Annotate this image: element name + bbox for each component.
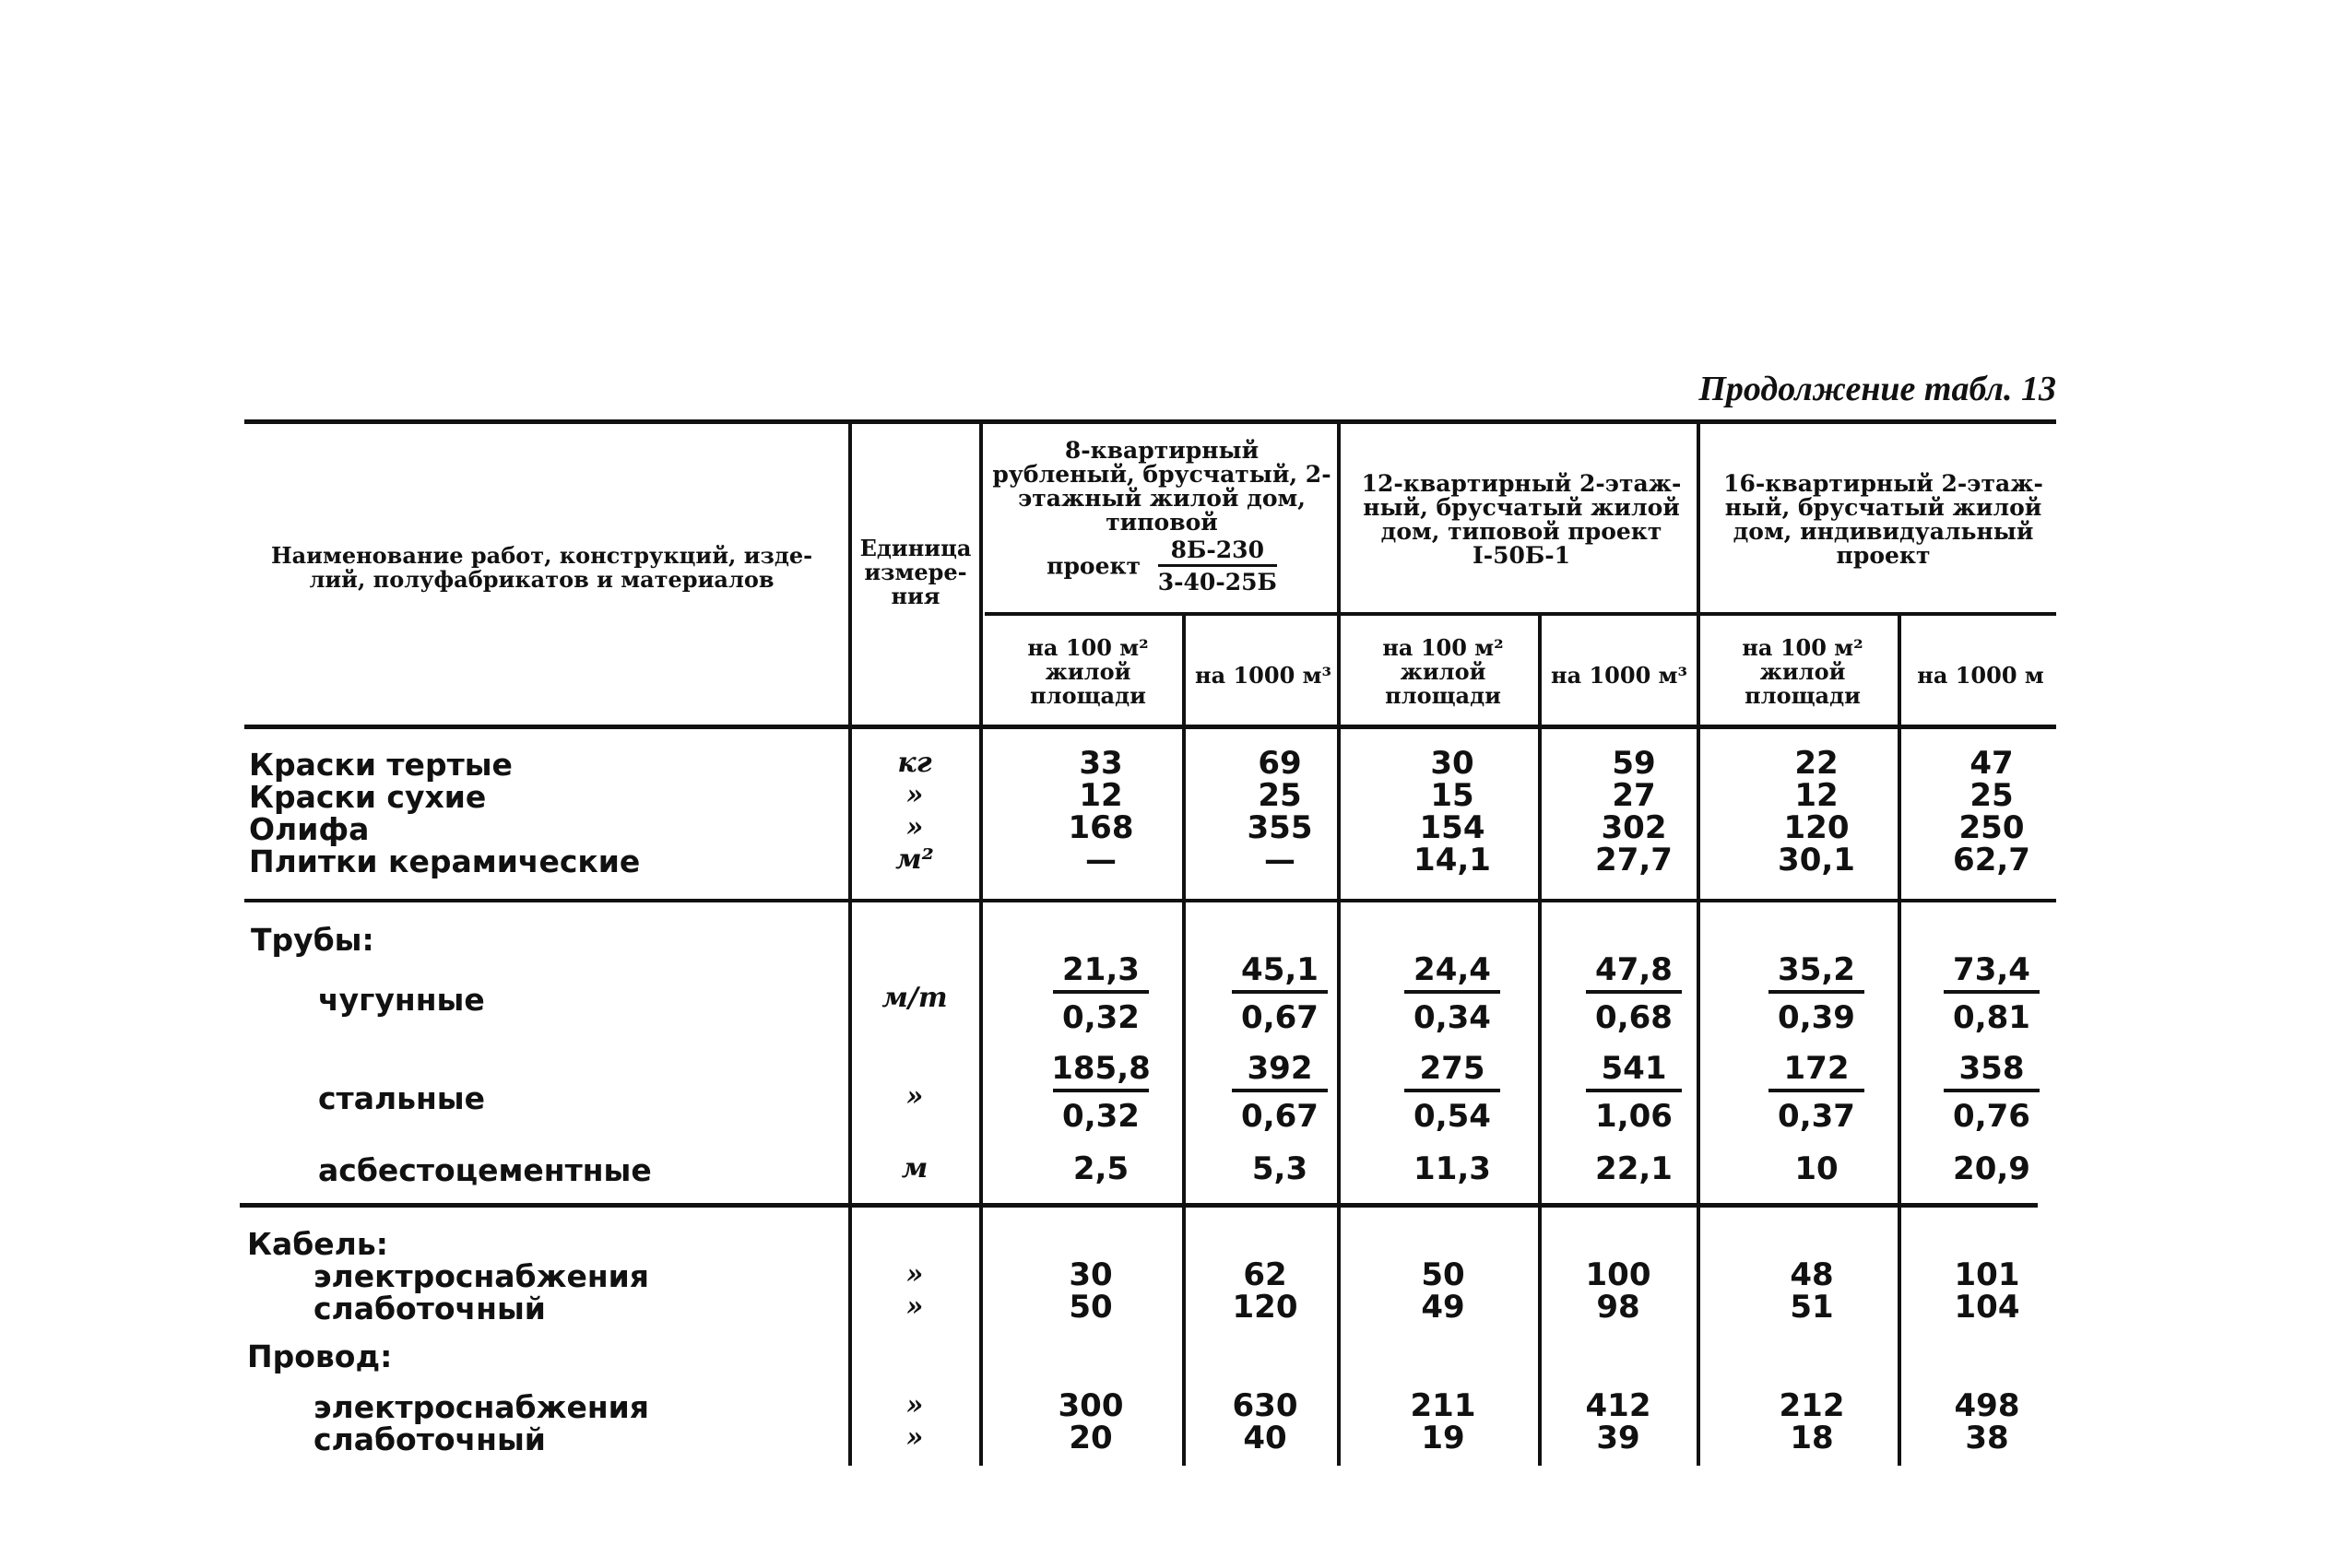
header-group3: 16-квартирный 2-этаж-ный, брусчатый жилой дом, индивидуальный проект	[1723, 470, 2043, 569]
cell: —	[1085, 842, 1117, 878]
col-divider-group1	[979, 424, 983, 1466]
sub-per100-g1: на 100 м² жилой площади	[1027, 634, 1149, 709]
row-label: Краски тертые	[249, 747, 513, 783]
cell: 40	[1243, 1420, 1287, 1456]
fraction-cell	[1922, 949, 2061, 1038]
fraction-numerator: 35,2	[1778, 951, 1855, 988]
header-group1	[991, 439, 1332, 595]
cell: 412	[1585, 1387, 1651, 1424]
row-unit: »	[905, 1421, 924, 1454]
fraction-denominator: 0,37	[1778, 1098, 1855, 1135]
header-group-rule	[985, 612, 2056, 616]
fraction-cell	[1565, 949, 1703, 1038]
fraction-denominator: 0,39	[1778, 999, 1855, 1036]
fraction-denominator: 0,32	[1062, 1098, 1140, 1135]
fraction-denominator: 0,32	[1062, 999, 1140, 1036]
row-unit: »	[905, 1291, 924, 1323]
fraction-cell	[1032, 1048, 1170, 1137]
sub-per1000-g2: на 1000 м³	[1551, 662, 1687, 689]
cell: 38	[1965, 1420, 2009, 1456]
cell: 11,3	[1413, 1150, 1491, 1187]
cell: 18	[1790, 1420, 1834, 1456]
cell: 59	[1612, 745, 1656, 782]
row-label: Олифа	[249, 811, 370, 847]
row-unit: м²	[895, 843, 934, 876]
fraction-numerator: 541	[1601, 1050, 1667, 1087]
fraction-numerator: 172	[1783, 1050, 1850, 1087]
section-title: Трубы:	[251, 922, 374, 958]
fraction-denominator: 0,67	[1241, 999, 1319, 1036]
sub-per1000-g3: на 1000 м	[1917, 662, 2044, 689]
header-group1-text: 8-квартирный рубленый, брусчатый, 2-этажный жилой дом, типовой	[992, 437, 1331, 536]
fraction-numerator: 358	[1958, 1050, 2025, 1087]
fraction-denominator: 0,54	[1413, 1098, 1491, 1135]
row-unit: »	[905, 1389, 924, 1421]
row-unit: »	[905, 1080, 924, 1113]
row-label: слаботочный	[313, 1291, 546, 1326]
row-unit: м	[901, 1152, 929, 1185]
cell: 98	[1596, 1289, 1640, 1326]
cell: 47	[1969, 745, 2014, 782]
fraction-denominator: 1,06	[1595, 1098, 1673, 1135]
cell: 104	[1954, 1289, 2020, 1326]
fraction-numerator: 24,4	[1413, 951, 1491, 988]
cell: 69	[1258, 745, 1302, 782]
fraction-cell	[1922, 1048, 2061, 1137]
row-label: Краски сухие	[249, 779, 487, 815]
row-unit: м/т	[881, 982, 948, 1014]
cell: 20,9	[1953, 1150, 2030, 1187]
cell: 355	[1247, 809, 1313, 846]
row-unit: »	[905, 779, 924, 811]
row-unit: »	[905, 811, 924, 843]
fraction-numerator: 73,4	[1953, 951, 2030, 988]
cell: 15	[1430, 777, 1474, 814]
cell: 48	[1790, 1256, 1834, 1293]
cell: 154	[1419, 809, 1485, 846]
cell: 14,1	[1413, 842, 1491, 878]
cell: 27	[1612, 777, 1656, 814]
header-name-col: Наименование работ, конструкций, изде-лий, полуфабрикатов и материалов	[270, 542, 813, 593]
fraction-denominator: 0,34	[1413, 999, 1491, 1036]
cell: 2,5	[1072, 1150, 1130, 1187]
header-group1-project	[991, 538, 1332, 595]
cell: 25	[1969, 777, 2014, 814]
col-divider-group1-sub	[1182, 614, 1186, 1466]
fraction-numerator: 45,1	[1241, 951, 1319, 988]
cell: 30	[1069, 1256, 1113, 1293]
cell: 22,1	[1595, 1150, 1673, 1187]
cell: 300	[1058, 1387, 1124, 1424]
fraction-denominator: 0,76	[1953, 1098, 2030, 1135]
cell: 62,7	[1953, 842, 2030, 878]
cell: 27,7	[1595, 842, 1673, 878]
sub-per100-g3: на 100 м² жилой площади	[1742, 634, 1863, 709]
cell: 101	[1954, 1256, 2020, 1293]
cell: 39	[1596, 1420, 1640, 1456]
header-group2: 12-квартирный 2-этаж-ный, брусчатый жилой дом, типовой проект І-50Б-1	[1361, 470, 1682, 569]
sub-per100-g2: на 100 м² жилой площади	[1382, 634, 1504, 709]
cell: 22	[1794, 745, 1839, 782]
fraction-denominator: 0,68	[1595, 999, 1673, 1036]
row-label: электроснабжения	[313, 1258, 649, 1294]
fraction-cell	[1747, 1048, 1886, 1137]
row-label: стальные	[318, 1080, 486, 1116]
fraction-cell	[1747, 949, 1886, 1038]
cell: 49	[1421, 1289, 1465, 1326]
fraction-cell	[1383, 1048, 1521, 1137]
cell: 25	[1258, 777, 1302, 814]
fraction-numerator: 392	[1247, 1050, 1313, 1087]
fraction-numerator: 21,3	[1062, 951, 1140, 988]
header-bottom-rule	[244, 725, 2056, 729]
col-divider-group2-sub	[1538, 614, 1542, 1466]
col-divider-group3-sub	[1898, 614, 1901, 1466]
cell: —	[1264, 842, 1295, 878]
cell: 50	[1421, 1256, 1465, 1293]
fraction-denominator: 0,67	[1241, 1098, 1319, 1135]
cell: 168	[1068, 809, 1134, 846]
cell: 30,1	[1778, 842, 1855, 878]
fraction-cell	[1211, 1048, 1349, 1137]
col-divider-group3	[1697, 424, 1700, 1466]
cell: 12	[1794, 777, 1839, 814]
section-title: Кабель:	[247, 1226, 388, 1262]
header-group1-proj-fraction	[1158, 538, 1277, 595]
cell: 120	[1783, 809, 1850, 846]
row-unit: »	[905, 1258, 924, 1291]
fraction-denominator: 0,81	[1953, 999, 2030, 1036]
cell: 302	[1601, 809, 1667, 846]
cell: 30	[1430, 745, 1474, 782]
fraction-cell	[1032, 949, 1170, 1038]
fraction-cell	[1211, 949, 1349, 1038]
cell: 62	[1243, 1256, 1287, 1293]
fraction-numerator: 275	[1419, 1050, 1485, 1087]
sub-per1000-g1: на 1000 м³	[1195, 662, 1331, 689]
cell: 630	[1232, 1387, 1298, 1424]
cell: 20	[1069, 1420, 1113, 1456]
top-rule	[244, 419, 2056, 424]
section1-rule	[244, 899, 2056, 902]
row-label: электроснабжения	[313, 1389, 649, 1425]
cell: 12	[1079, 777, 1123, 814]
cell: 5,3	[1251, 1150, 1308, 1187]
cell: 19	[1421, 1420, 1465, 1456]
col-divider-group2	[1337, 424, 1341, 1466]
fraction-numerator: 185,8	[1051, 1050, 1151, 1087]
header-group1-proj-den: 3-40-25Б	[1157, 569, 1277, 595]
section2-rule	[240, 1203, 2038, 1208]
row-label: асбестоцементные	[318, 1152, 652, 1188]
fraction-cell	[1565, 1048, 1703, 1137]
cell: 100	[1585, 1256, 1651, 1293]
cell: 120	[1232, 1289, 1298, 1326]
fraction-numerator: 47,8	[1595, 951, 1673, 988]
cell: 33	[1079, 745, 1123, 782]
cell: 212	[1779, 1387, 1845, 1424]
fraction-cell	[1383, 949, 1521, 1038]
row-label: слаботочный	[313, 1421, 546, 1457]
section-title: Провод:	[247, 1338, 393, 1374]
header-unit-col: Единица измере-ния	[859, 535, 972, 609]
cell: 211	[1410, 1387, 1476, 1424]
cell: 250	[1958, 809, 2025, 846]
table-caption: Продолжение табл. 13	[1698, 370, 2056, 408]
cell: 51	[1790, 1289, 1834, 1326]
row-unit: кг	[897, 747, 932, 779]
cell: 10	[1794, 1150, 1839, 1187]
header-group1-proj-label: проект	[1047, 552, 1141, 580]
row-label: чугунные	[318, 982, 485, 1018]
row-label: Плитки керамические	[249, 843, 641, 879]
cell: 498	[1954, 1387, 2020, 1424]
header-group1-proj-num: 8Б-230	[1158, 538, 1277, 567]
cell: 50	[1069, 1289, 1113, 1326]
